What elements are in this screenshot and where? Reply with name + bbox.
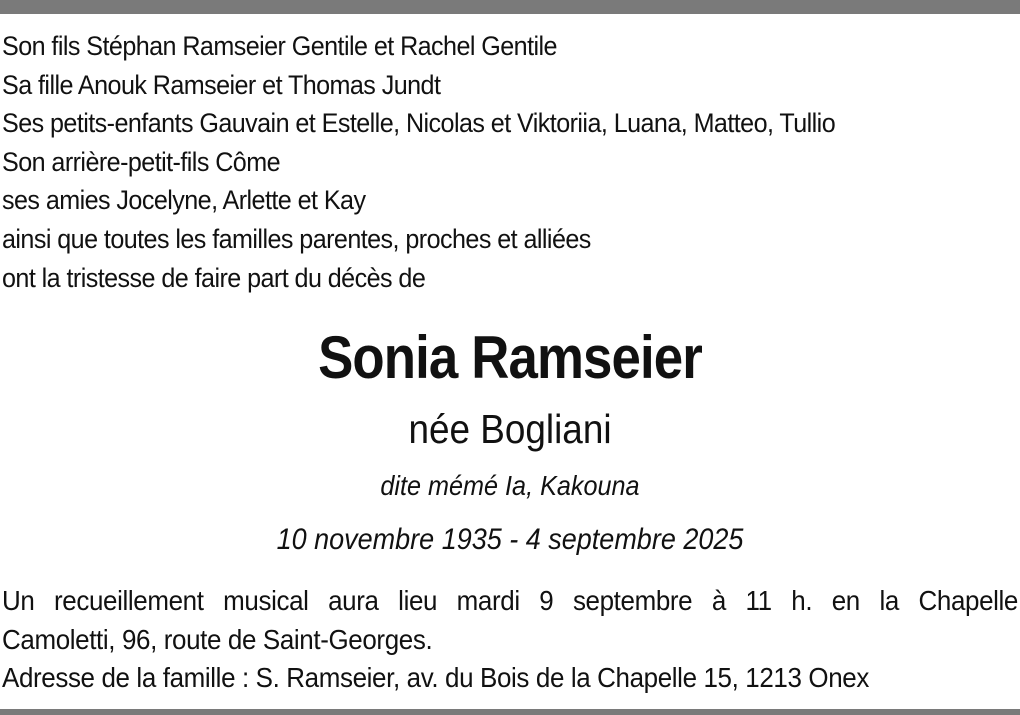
top-border-rule (0, 0, 1020, 14)
nickname: dite mémé Ia, Kakouna (380, 470, 640, 501)
family-line: ses amies Jocelyne, Arlette et Kay (2, 185, 366, 216)
family-line: ont la tristesse de faire part du décès de (2, 262, 426, 293)
family-address: Adresse de la famille : S. Ramseier, av. du Bois de la Chapelle 15, 1213 Onex (2, 662, 869, 693)
life-dates: 10 novembre 1935 - 4 septembre 2025 (276, 523, 744, 556)
maiden-name: née Bogliani (408, 406, 612, 452)
family-line: ainsi que toutes les familles parentes, proches et alliées (2, 223, 591, 254)
family-line: Ses petits-enfants Gauvain et Estelle, Nicolas et Viktoriia, Luana, Matteo, Tullio (2, 108, 836, 139)
family-line: Sa fille Anouk Ramseier et Thomas Jundt (2, 69, 441, 100)
bottom-border-rule (0, 709, 1020, 715)
deceased-name: Sonia Ramseier (318, 324, 702, 391)
family-line: Son arrière-petit-fils Côme (2, 146, 280, 177)
family-announcement (2, 27, 949, 297)
ceremony-line: Camoletti, 96, route de Saint-Georges. (2, 623, 433, 655)
family-line: Son fils Stéphan Ramseier Gentile et Rachel Gentile (2, 31, 557, 61)
ceremony-details (2, 582, 1020, 698)
ceremony-line: Un recueillement musical aura lieu mardi 9 septembre à 11 h. en la Chapelle (2, 585, 1018, 616)
